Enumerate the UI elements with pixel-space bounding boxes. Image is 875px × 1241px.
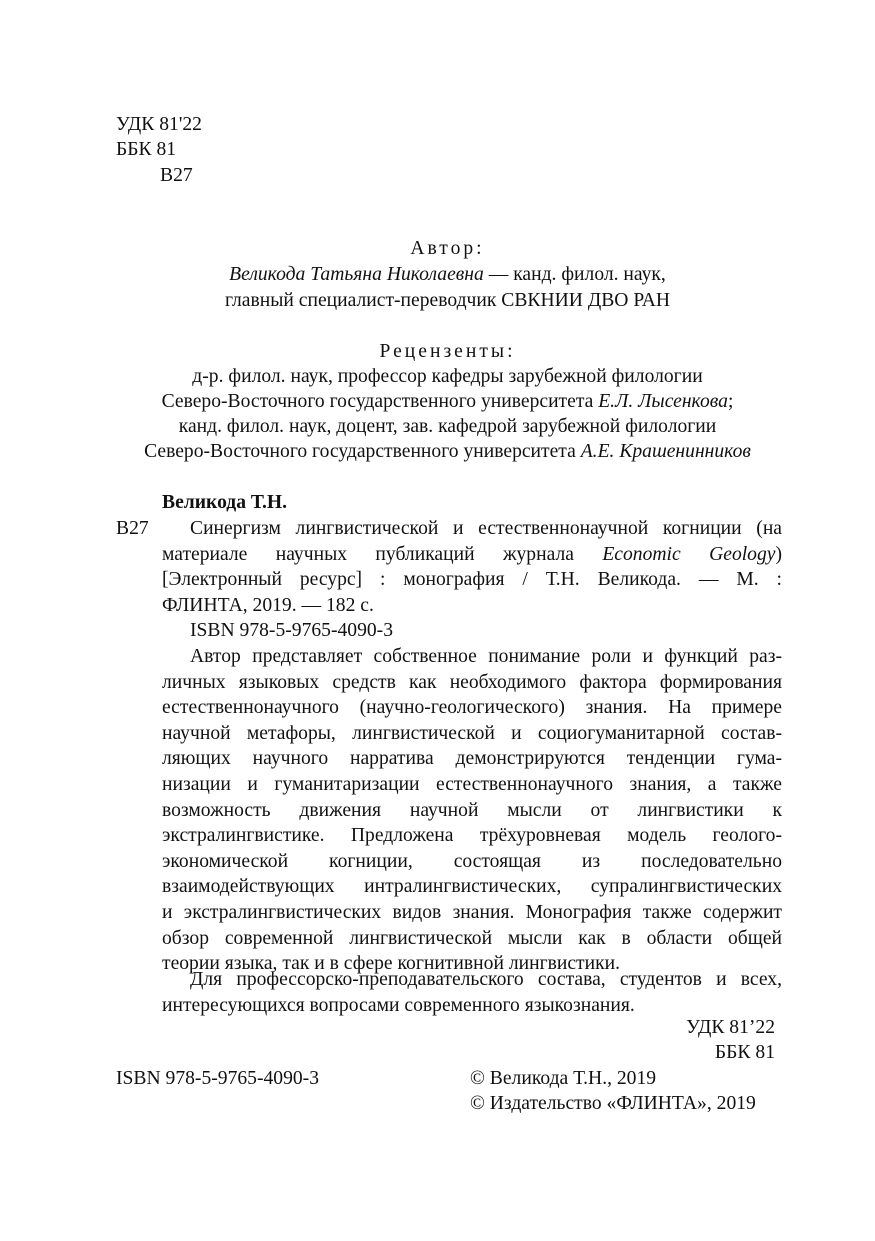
- reviewer-2-degree: канд. филол. наук, доцент, зав. кафедрой зарубежной филологии: [178, 416, 717, 437]
- biblio-author-heading: Великода Т.Н.: [162, 492, 288, 513]
- author-name: Великода Татьяна Николаевна: [229, 264, 484, 285]
- reviewer-2-name: А.Е. Крашенинников: [580, 441, 751, 462]
- bbk-code: ББК 81: [116, 139, 177, 160]
- abstract-line: научной метафоры, лингвистической и социогуманитарной состав-: [162, 722, 782, 744]
- reviewer-2-university: Северо-Восточного государственного университета: [144, 441, 581, 462]
- abstract-line: Автор представляет собственное понимание роли и функций раз-: [190, 646, 782, 667]
- reviewer-2-affiliation: [0, 439, 875, 465]
- footer-udk: УДК 81’22: [686, 1017, 775, 1038]
- footer-bbk: ББК 81: [714, 1042, 775, 1063]
- abstract-line: естественнонаучного (научно-геологического) знания. На примере: [162, 697, 782, 719]
- reviewer-1-university: Северо-Восточного государственного университета: [161, 391, 599, 412]
- biblio-title-line-4: ФЛИНТА, 2019. — 182 с.: [162, 594, 374, 616]
- abstract-line: взаимодействующих интралингвистических, супралингвистических: [162, 876, 782, 898]
- author-degree: — канд. филол. наук,: [483, 264, 666, 285]
- biblio-title-line-2: [162, 542, 782, 568]
- abstract-line: ляющих научного нарратива демонстрируются тенденции гума-: [162, 748, 782, 770]
- abstract-line: низации и гуманитаризации естественнонаучного знания, а также: [162, 773, 782, 795]
- abstract-line: возможность движения научной мысли от лингвистики к: [162, 799, 782, 821]
- journal-name: Economic Geology: [602, 543, 776, 565]
- author-line: [0, 262, 875, 288]
- biblio-title-block: [162, 516, 782, 644]
- reviewers-heading: Рецензенты:: [379, 341, 516, 362]
- udk-code: УДК 81'22: [116, 114, 202, 135]
- reviewer-1-end: ;: [727, 391, 734, 412]
- biblio-title-line-3: [Электронный ресурс] : монография / Т.Н. Великода. — М. :: [162, 569, 782, 591]
- copyright-author: © Великода Т.Н., 2019: [470, 1068, 657, 1089]
- abstract-line: экстралингвистике. Предложена трёхуровневая модель геолого-: [162, 825, 782, 847]
- abstract-line: теории языка, так и в сфере когнитивной лингвистики.: [162, 953, 620, 975]
- copyright-publisher: © Издательство «ФЛИНТА», 2019: [470, 1093, 756, 1114]
- biblio-code: В27: [116, 518, 149, 539]
- biblio-title-l2-text: материале научных публикаций журнала: [162, 543, 603, 565]
- author-mark-code: В27: [160, 165, 193, 186]
- audience-line-1: Для профессорско-преподавательского состава, студентов и всех,: [190, 969, 782, 990]
- abstract-line: личных языковых средств как необходимого фактора формирования: [162, 671, 782, 693]
- footer-isbn: ISBN 978-5-9765-4090-3: [116, 1068, 319, 1089]
- author-heading: Автор:: [410, 238, 485, 259]
- biblio-isbn: ISBN 978-5-9765-4090-3: [190, 620, 393, 642]
- audience-line-2: интересующихся вопросами современного языкознания.: [162, 994, 635, 1016]
- author-position: главный специалист-переводчик СВКНИИ ДВО РАН: [224, 290, 671, 311]
- abstract-line: экономической когниции, состоящая из последовательно: [162, 850, 782, 872]
- abstract: [162, 644, 782, 977]
- biblio-title-l2-end: ): [775, 543, 783, 565]
- reviewer-1-affiliation: [0, 389, 875, 415]
- reviewer-1-degree: д-р. филол. наук, профессор кафедры зарубежной филологии: [192, 366, 703, 387]
- audience-note: [162, 967, 782, 1018]
- reviewer-1-name: Е.Л. Лысенкова: [598, 391, 728, 412]
- abstract-line: обзор современной лингвистической мысли как в области общей: [162, 927, 782, 949]
- biblio-title-line-1: Синергизм лингвистической и естественнонаучной когниции (на: [190, 518, 782, 539]
- abstract-line: и экстралингвистических видов знания. Монография также содержит: [162, 901, 782, 923]
